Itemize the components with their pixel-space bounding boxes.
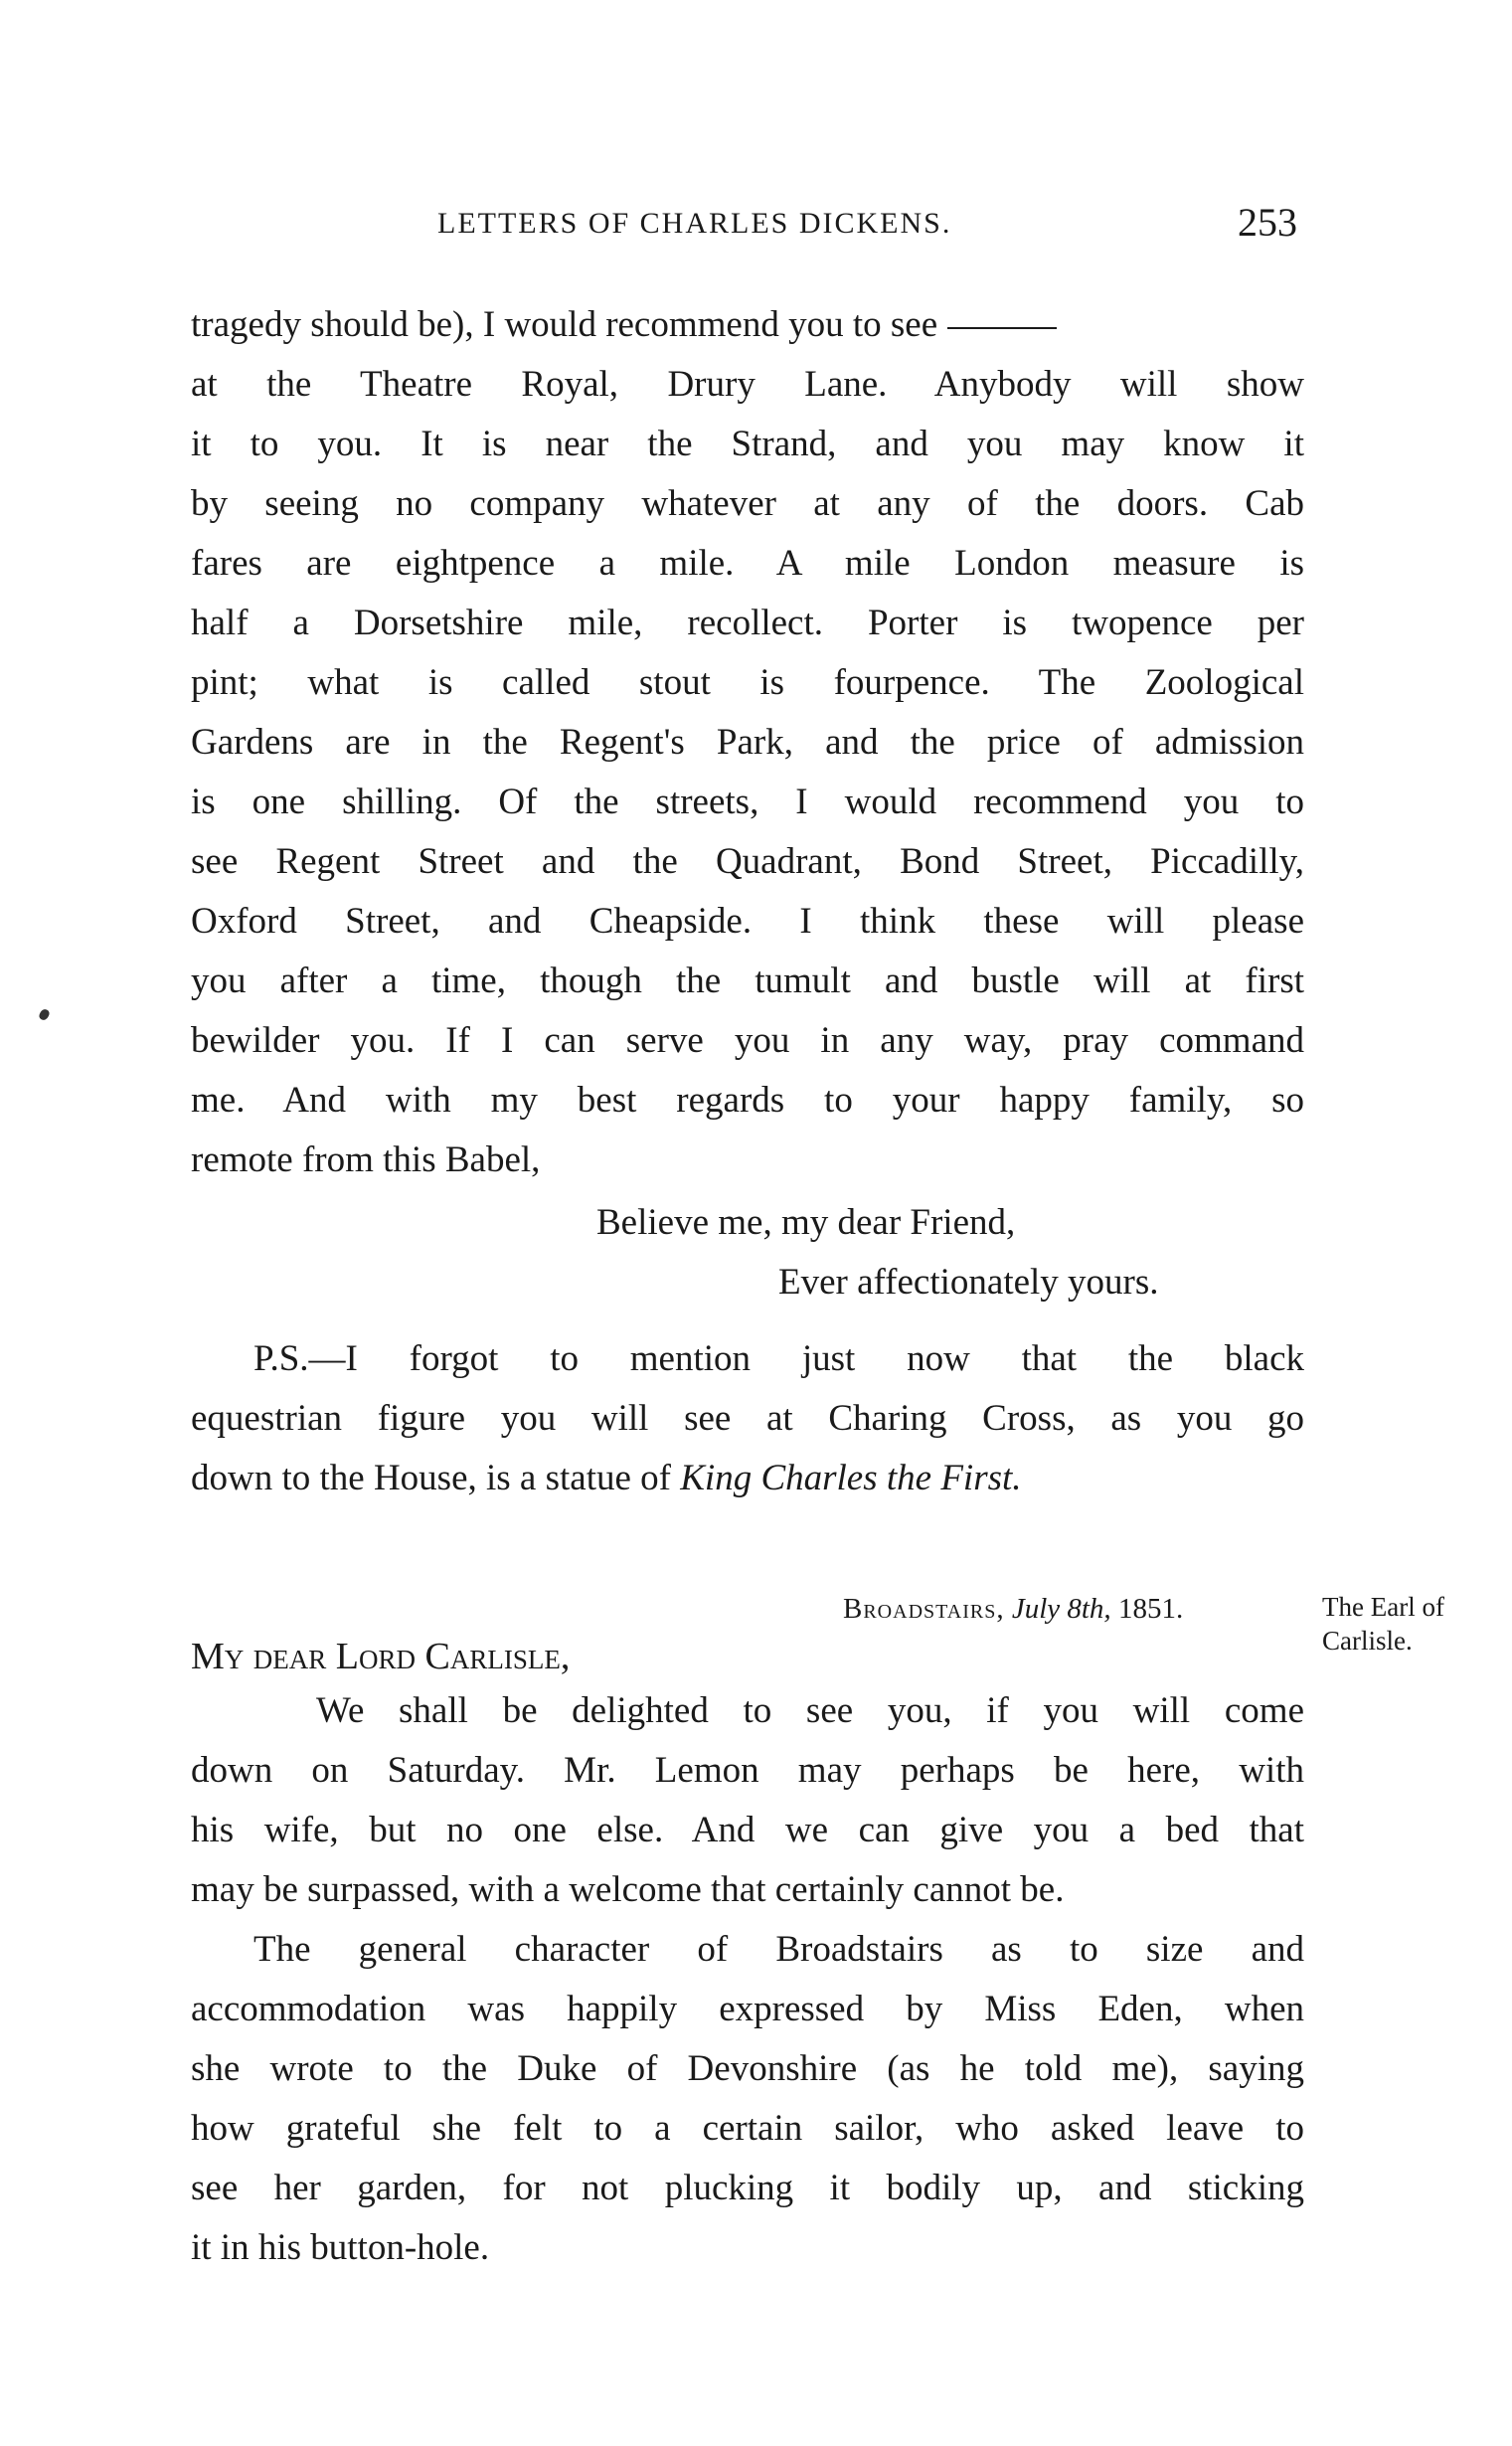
text-line: We shall be delighted to see you, if you will come [316, 1690, 1304, 1731]
text-line: Gardens are in the Regent's Park, and the price of admission [191, 722, 1304, 763]
text-line: at the Theatre Royal, Drury Lane. Anybody will show [191, 364, 1304, 405]
dateline: Broadstairs, July 8th, 1851. [843, 1593, 1184, 1625]
text-line: half a Dorsetshire mile, recollect. Porter is twopence per [191, 603, 1304, 643]
postscript-line: P.S.—I forgot to mention just now that the black [253, 1338, 1304, 1379]
text-line: remote from this Babel, [191, 1139, 541, 1180]
text-line: The general character of Broadstairs as to size and [253, 1929, 1304, 1970]
text-line: his wife, but no one else. And we can give you a bed that [191, 1810, 1304, 1850]
text-line: me. And with my best regards to your happy family, so [191, 1080, 1304, 1121]
text-line: how grateful she felt to a certain sailor, who asked leave to [191, 2108, 1304, 2149]
em-dash-rule [947, 327, 1057, 329]
postscript-line: equestrian figure you will see at Charing Cross, as you go [191, 1398, 1304, 1439]
closing-signature: Ever affectionately yours. [778, 1262, 1159, 1303]
text-line: by seeing no company whatever at any of the doors. Cab [191, 483, 1304, 524]
ink-speck [38, 1008, 51, 1022]
text-line: see Regent Street and the Quadrant, Bond Street, Piccadilly, [191, 841, 1304, 882]
text-line: it to you. It is near the Strand, and you may know it [191, 424, 1304, 464]
postscript-line: down to the House, is a statue of King Charles the First. [191, 1458, 1022, 1498]
text-line: down on Saturday. Mr. Lemon may perhaps be here, with [191, 1750, 1304, 1791]
text-line: tragedy should be), I would recommend you to see [191, 306, 1304, 343]
text-line: you after a time, though the tumult and bustle will at first [191, 961, 1304, 1001]
text-line: may be surpassed, with a welcome that certainly cannot be. [191, 1869, 1065, 1910]
text-line: she wrote to the Duke of Devonshire (as he told me), saying [191, 2048, 1304, 2089]
page-number: 253 [1238, 200, 1297, 245]
text-line: is one shilling. Of the streets, I would recommend you to [191, 782, 1304, 822]
margin-note: The Earl of Carlisle. [1322, 1592, 1444, 1656]
italic-king-charles: King Charles the First. [680, 1458, 1022, 1498]
text-line: fares are eightpence a mile. A mile London measure is [191, 543, 1304, 584]
text-line: Oxford Street, and Cheapside. I think these will please [191, 901, 1304, 942]
salutation: My dear Lord Carlisle, [191, 1636, 571, 1677]
text-line: bewilder you. If I can serve you in any way, pray command [191, 1020, 1304, 1061]
text-line: it in his button-hole. [191, 2227, 490, 2268]
text-line: see her garden, for not plucking it bodily up, and sticking [191, 2168, 1304, 2208]
text-line: accommodation was happily expressed by Miss Eden, when [191, 1989, 1304, 2029]
text-line: pint; what is called stout is fourpence. The Zoological [191, 662, 1304, 703]
closing-line: Believe me, my dear Friend, [596, 1202, 1016, 1243]
running-title: LETTERS OF CHARLES DICKENS. [437, 207, 952, 240]
